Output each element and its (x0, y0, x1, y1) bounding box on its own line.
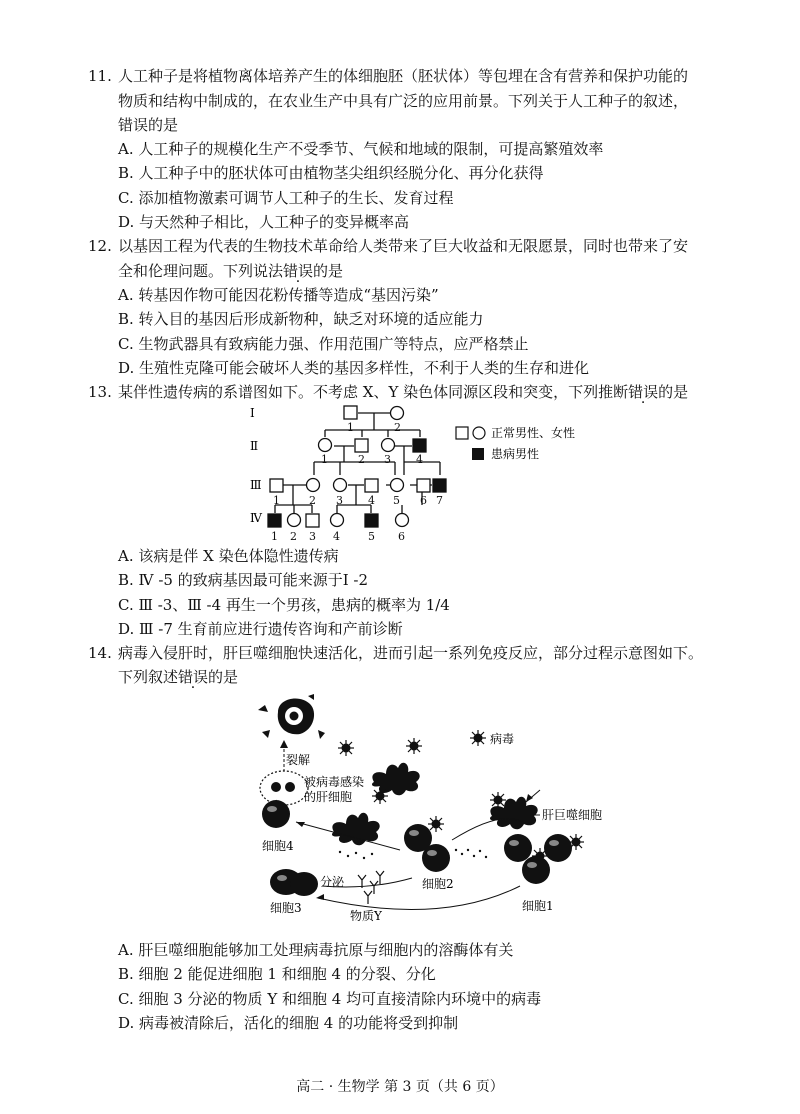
cell-3 (270, 869, 318, 896)
gen-label-1: Ⅰ (250, 406, 255, 420)
q13-number: 13. (88, 383, 112, 401)
svg-text:2: 2 (394, 421, 401, 434)
virus (372, 788, 388, 804)
q12-option-c: C. 生物武器具有致病能力强、作用范围广等特点，应严格禁止 (118, 335, 529, 353)
q13-option-b: B. Ⅳ -5 的致病基因最可能来源于Ⅰ -2 (118, 571, 368, 589)
pedigree-chart (240, 400, 620, 545)
individual-IV-5 (365, 514, 378, 527)
infected-liver-cell (260, 771, 308, 805)
virus-legend (470, 730, 486, 746)
legend-affected-label: 患病男性 (491, 447, 540, 461)
individual-II-1 (319, 439, 332, 452)
label-virus: 病毒 (490, 732, 515, 746)
svg-text:2: 2 (358, 453, 365, 466)
legend-female-symbol (473, 427, 485, 439)
virus (406, 738, 422, 754)
individual-I-1 (344, 406, 357, 419)
q12-number: 12. (88, 237, 112, 255)
q11-stem-line2: 物质和结构中制成的，在农业生产中具有广泛的应用前景。下列关于人工种子的叙述， (118, 92, 689, 110)
individual-III-2 (307, 479, 320, 492)
q12-stem-line2: 全和伦理问题。下列说法错误的是 (118, 262, 344, 280)
q13-option-a: A. 该病是伴 X 染色体隐性遗传病 (118, 547, 339, 565)
cell-4 (262, 800, 290, 828)
individual-IV-6 (396, 514, 409, 527)
cell-2 (422, 844, 450, 872)
label-macrophage: 肝巨噬细胞 (542, 808, 603, 822)
q12-option-a: A. 转基因作物可能因花粉传播等造成“基因污染” (118, 286, 439, 304)
label-lysis: 裂解 (286, 753, 311, 767)
q11-number: 11. (88, 67, 112, 85)
page-footer: 高二 · 生物学 第 3 页（共 6 页） (296, 1079, 504, 1095)
svg-text:3: 3 (336, 494, 343, 507)
individual-III-6 (417, 479, 430, 492)
individual-IV-4 (331, 514, 344, 527)
svg-text:4: 4 (416, 453, 423, 466)
svg-text:1: 1 (273, 494, 280, 507)
label-infected-1: 被病毒感染 (304, 775, 365, 789)
virus (428, 816, 444, 832)
individual-IV-3 (306, 514, 319, 527)
individual-III-5 (391, 479, 404, 492)
q12-option-d: D. 生殖性克隆可能会破坏人类的基因多样性，不利于人类的生存和进化 (118, 359, 590, 377)
label-infected-2: 的肝细胞 (304, 790, 353, 804)
q12-option-b: B. 转入目的基因后形成新物种，缺乏对环境的适应能力 (118, 310, 484, 328)
individual-II-4 (413, 439, 426, 452)
q14-number: 14. (88, 644, 112, 662)
svg-text:4: 4 (368, 494, 375, 507)
lysed-cell (258, 694, 325, 739)
gen-label-4: Ⅳ (250, 511, 262, 525)
svg-text:4: 4 (333, 530, 340, 543)
individual-III-1 (270, 479, 283, 492)
individual-IV-1 (268, 514, 281, 527)
svg-text:7: 7 (436, 494, 443, 507)
q12-stem-line1: 12. 以基因工程为代表的生物技术革命给人类带来了巨大收益和无限愿景，同时也带来了安 (88, 237, 689, 255)
individual-I-2 (391, 407, 404, 420)
q13-emphasis: 错误 (628, 383, 659, 401)
q14-option-a: A. 肝巨噬细胞能够加工处理病毒抗原与细胞内的溶酶体有关 (118, 941, 514, 959)
immune-response-diagram (240, 690, 620, 935)
q14-option-d: D. 病毒被清除后，活化的细胞 4 的功能将受到抑制 (118, 1014, 459, 1032)
individual-II-3 (382, 439, 395, 452)
q12-emphasis: 错误 (283, 262, 314, 280)
q13-option-d: D. Ⅲ -7 生育前应进行遗传咨询和产前诊断 (118, 620, 403, 638)
svg-text:5: 5 (393, 494, 400, 507)
svg-text:5: 5 (368, 530, 375, 543)
svg-text:2: 2 (309, 494, 316, 507)
legend-affected-symbol (472, 448, 484, 460)
label-cell4: 细胞4 (262, 839, 294, 853)
svg-text:3: 3 (384, 453, 391, 466)
q11-option-c: C. 添加植物激素可调节人工种子的生长、发育过程 (118, 189, 454, 207)
q11-stem-line3: 错误的是 (118, 116, 179, 134)
legend-normal-label: 正常男性、女性 (491, 426, 576, 440)
individual-III-3 (334, 479, 347, 492)
svg-text:3: 3 (309, 530, 316, 543)
macrophage-mid (332, 813, 380, 846)
label-substance-y: 物质Y (350, 909, 382, 923)
individual-IV-2 (288, 514, 301, 527)
label-cell2: 细胞2 (422, 877, 454, 891)
q11-option-a: A. 人工种子的规模化生产不受季节、气候和地域的限制，可提高繁殖效率 (118, 140, 604, 158)
cell-1 (544, 834, 572, 862)
q14-stem-line2: 下列叙述错误的是 (118, 668, 239, 686)
legend-male-symbol (456, 427, 468, 439)
individual-III-4 (365, 479, 378, 492)
q14-stem-line1: 14. 病毒入侵肝时，肝巨噬细胞快速活化，进而引起一系列免疫反应，部分过程示意图如下。 (88, 644, 704, 662)
label-secrete: 分泌 (320, 875, 345, 889)
svg-text:1: 1 (271, 530, 278, 543)
label-cell1: 细胞1 (522, 899, 554, 913)
individual-II-2 (355, 439, 368, 452)
q13-option-c: C. Ⅲ -3、Ⅲ -4 再生一个男孩，患病的概率为 1/4 (118, 596, 450, 614)
q13-stem-line1: 13. 某伴性遗传病的系谱图如下。不考虑 X、Y 染色体同源区段和突变，下列推断错误的是 (88, 383, 689, 401)
q14-option-c: C. 细胞 3 分泌的物质 Y 和细胞 4 均可直接清除内环境中的病毒 (118, 990, 542, 1008)
individual-III-7 (433, 479, 446, 492)
virus (338, 740, 354, 756)
svg-text:1: 1 (347, 421, 354, 434)
gen-label-2: Ⅱ (250, 439, 259, 453)
label-cell3: 细胞3 (270, 901, 302, 915)
cell-1 (504, 834, 532, 862)
q14-emphasis: 错误 (178, 668, 209, 686)
svg-text:6: 6 (398, 530, 405, 543)
svg-text:1: 1 (321, 453, 328, 466)
cell-1 (522, 856, 550, 884)
svg-text:6: 6 (420, 494, 427, 507)
q11-option-d: D. 与天然种子相比，人工种子的变异概率高 (118, 213, 410, 231)
q11-stem-line1: 11. 人工种子是将植物离体培养产生的体细胞胚（胚状体）等包埋在含有营养和保护功能的 (88, 67, 689, 85)
substance-y-antibodies (358, 871, 384, 904)
q14-option-b: B. 细胞 2 能促进细胞 1 和细胞 4 的分裂、分化 (118, 965, 436, 983)
q11-option-b: B. 人工种子中的胚状体可由植物茎尖组织经脱分化、再分化获得 (118, 164, 544, 182)
svg-text:2: 2 (290, 530, 297, 543)
gen-label-3: Ⅲ (250, 478, 262, 492)
virus (490, 792, 506, 808)
macrophage-top (372, 763, 420, 796)
